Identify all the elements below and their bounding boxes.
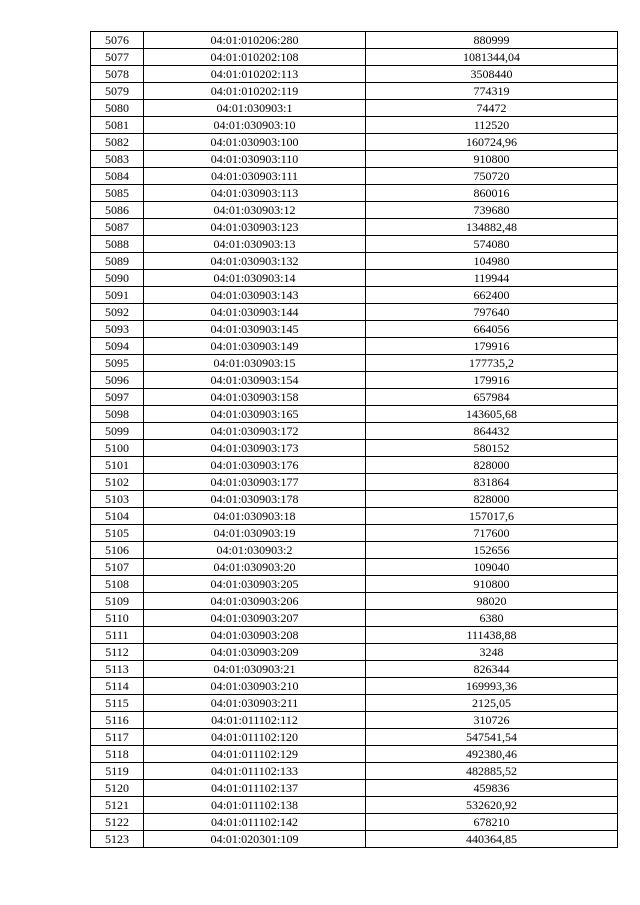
cadastral-number-cell: 04:01:010206:280 (144, 32, 366, 49)
cadastral-value-cell: 831864 (366, 474, 618, 491)
cadastral-number-cell: 04:01:030903:1 (144, 100, 366, 117)
cadastral-number-cell: 04:01:030903:123 (144, 219, 366, 236)
row-number-cell: 5117 (91, 729, 144, 746)
cadastral-number-cell: 04:01:030903:210 (144, 678, 366, 695)
cadastral-number-cell: 04:01:030903:19 (144, 525, 366, 542)
table-row (91, 780, 618, 797)
table-row (91, 559, 618, 576)
table-body (91, 32, 618, 848)
cadastral-number-cell: 04:01:030903:15 (144, 355, 366, 372)
row-number-cell: 5107 (91, 559, 144, 576)
cadastral-value-cell: 532620,92 (366, 797, 618, 814)
cadastral-value-cell: 3508440 (366, 66, 618, 83)
cadastral-value-cell: 880999 (366, 32, 618, 49)
row-number-cell: 5078 (91, 66, 144, 83)
cadastral-value-cell: 74472 (366, 100, 618, 117)
cadastral-value-cell: 574080 (366, 236, 618, 253)
table-row (91, 270, 618, 287)
cadastral-value-cell: 2125,05 (366, 695, 618, 712)
row-number-cell: 5111 (91, 627, 144, 644)
cadastral-value-cell: 3248 (366, 644, 618, 661)
row-number-cell: 5084 (91, 168, 144, 185)
table-row (91, 66, 618, 83)
table-row (91, 100, 618, 117)
cadastral-value-cell: 104980 (366, 253, 618, 270)
table-row (91, 372, 618, 389)
cadastral-value-cell: 828000 (366, 491, 618, 508)
table-row (91, 746, 618, 763)
table-row (91, 219, 618, 236)
row-number-cell: 5076 (91, 32, 144, 49)
row-number-cell: 5080 (91, 100, 144, 117)
cadastral-number-cell: 04:01:030903:154 (144, 372, 366, 389)
cadastral-number-cell: 04:01:030903:20 (144, 559, 366, 576)
cadastral-number-cell: 04:01:030903:205 (144, 576, 366, 593)
cadastral-number-cell: 04:01:030903:165 (144, 406, 366, 423)
table-row (91, 508, 618, 525)
cadastral-value-cell: 109040 (366, 559, 618, 576)
row-number-cell: 5122 (91, 814, 144, 831)
row-number-cell: 5081 (91, 117, 144, 134)
table-row (91, 661, 618, 678)
row-number-cell: 5095 (91, 355, 144, 372)
cadastral-value-cell: 143605,68 (366, 406, 618, 423)
table-row (91, 763, 618, 780)
cadastral-value-cell: 157017,6 (366, 508, 618, 525)
cadastral-value-cell: 910800 (366, 151, 618, 168)
cadastral-value-cell: 482885,52 (366, 763, 618, 780)
cadastral-value-cell: 6380 (366, 610, 618, 627)
cadastral-value-cell: 177735,2 (366, 355, 618, 372)
table-row (91, 253, 618, 270)
cadastral-value-cell: 547541,54 (366, 729, 618, 746)
cadastral-value-cell: 717600 (366, 525, 618, 542)
row-number-cell: 5085 (91, 185, 144, 202)
table-row (91, 134, 618, 151)
row-number-cell: 5094 (91, 338, 144, 355)
table-row (91, 491, 618, 508)
table-row (91, 389, 618, 406)
table-row (91, 729, 618, 746)
cadastral-number-cell: 04:01:030903:21 (144, 661, 366, 678)
table-row (91, 525, 618, 542)
row-number-cell: 5121 (91, 797, 144, 814)
cadastral-number-cell: 04:01:030903:110 (144, 151, 366, 168)
table-row (91, 678, 618, 695)
row-number-cell: 5089 (91, 253, 144, 270)
cadastral-number-cell: 04:01:030903:208 (144, 627, 366, 644)
table-row (91, 32, 618, 49)
cadastral-number-cell: 04:01:010202:108 (144, 49, 366, 66)
cadastral-value-cell: 826344 (366, 661, 618, 678)
cadastral-value-cell: 169993,36 (366, 678, 618, 695)
cadastral-value-cell: 160724,96 (366, 134, 618, 151)
cadastral-number-cell: 04:01:030903:143 (144, 287, 366, 304)
table-row (91, 610, 618, 627)
cadastral-number-cell: 04:01:030903:113 (144, 185, 366, 202)
row-number-cell: 5096 (91, 372, 144, 389)
row-number-cell: 5103 (91, 491, 144, 508)
row-number-cell: 5101 (91, 457, 144, 474)
cadastral-number-cell: 04:01:030903:132 (144, 253, 366, 270)
cadastral-number-cell: 04:01:030903:172 (144, 423, 366, 440)
cadastral-number-cell: 04:01:030903:14 (144, 270, 366, 287)
table-row (91, 644, 618, 661)
cadastral-number-cell: 04:01:010202:119 (144, 83, 366, 100)
cadastral-number-cell: 04:01:011102:129 (144, 746, 366, 763)
table-row (91, 814, 618, 831)
cadastral-value-cell: 440364,85 (366, 831, 618, 848)
row-number-cell: 5104 (91, 508, 144, 525)
cadastral-value-cell: 750720 (366, 168, 618, 185)
cadastral-number-cell: 04:01:030903:144 (144, 304, 366, 321)
table-row (91, 83, 618, 100)
table-row (91, 423, 618, 440)
row-number-cell: 5113 (91, 661, 144, 678)
cadastral-number-cell: 04:01:011102:137 (144, 780, 366, 797)
table-row (91, 49, 618, 66)
cadastral-number-cell: 04:01:030903:177 (144, 474, 366, 491)
cadastral-number-cell: 04:01:011102:120 (144, 729, 366, 746)
cadastral-value-cell: 739680 (366, 202, 618, 219)
cadastral-number-cell: 04:01:030903:10 (144, 117, 366, 134)
row-number-cell: 5090 (91, 270, 144, 287)
row-number-cell: 5082 (91, 134, 144, 151)
row-number-cell: 5106 (91, 542, 144, 559)
cadastral-value-cell: 459836 (366, 780, 618, 797)
cadastral-value-cell: 152656 (366, 542, 618, 559)
cadastral-number-cell: 04:01:011102:142 (144, 814, 366, 831)
row-number-cell: 5108 (91, 576, 144, 593)
cadastral-value-cell: 662400 (366, 287, 618, 304)
row-number-cell: 5118 (91, 746, 144, 763)
row-number-cell: 5100 (91, 440, 144, 457)
cadastral-number-cell: 04:01:030903:2 (144, 542, 366, 559)
cadastral-number-cell: 04:01:030903:111 (144, 168, 366, 185)
table-row (91, 304, 618, 321)
table-row (91, 831, 618, 848)
cadastral-number-cell: 04:01:011102:133 (144, 763, 366, 780)
row-number-cell: 5114 (91, 678, 144, 695)
cadastral-number-cell: 04:01:011102:112 (144, 712, 366, 729)
row-number-cell: 5110 (91, 610, 144, 627)
row-number-cell: 5120 (91, 780, 144, 797)
table-row (91, 202, 618, 219)
table-row (91, 355, 618, 372)
cadastral-number-cell: 04:01:030903:13 (144, 236, 366, 253)
table-row (91, 151, 618, 168)
row-number-cell: 5115 (91, 695, 144, 712)
cadastral-number-cell: 04:01:030903:176 (144, 457, 366, 474)
cadastral-number-cell: 04:01:030903:18 (144, 508, 366, 525)
cadastral-number-cell: 04:01:030903:12 (144, 202, 366, 219)
cadastral-value-cell: 310726 (366, 712, 618, 729)
row-number-cell: 5079 (91, 83, 144, 100)
cadastral-number-cell: 04:01:030903:209 (144, 644, 366, 661)
row-number-cell: 5098 (91, 406, 144, 423)
cadastral-number-cell: 04:01:030903:206 (144, 593, 366, 610)
table-row (91, 797, 618, 814)
row-number-cell: 5091 (91, 287, 144, 304)
cadastral-value-table (90, 31, 618, 848)
cadastral-number-cell: 04:01:030903:173 (144, 440, 366, 457)
cadastral-number-cell: 04:01:030903:178 (144, 491, 366, 508)
row-number-cell: 5123 (91, 831, 144, 848)
cadastral-value-cell: 580152 (366, 440, 618, 457)
table-row (91, 236, 618, 253)
cadastral-value-cell: 828000 (366, 457, 618, 474)
cadastral-value-cell: 657984 (366, 389, 618, 406)
row-number-cell: 5105 (91, 525, 144, 542)
cadastral-value-cell: 678210 (366, 814, 618, 831)
cadastral-number-cell: 04:01:030903:211 (144, 695, 366, 712)
row-number-cell: 5086 (91, 202, 144, 219)
table-row (91, 338, 618, 355)
cadastral-number-cell: 04:01:011102:138 (144, 797, 366, 814)
cadastral-value-cell: 910800 (366, 576, 618, 593)
row-number-cell: 5119 (91, 763, 144, 780)
row-number-cell: 5102 (91, 474, 144, 491)
cadastral-value-cell: 774319 (366, 83, 618, 100)
cadastral-number-cell: 04:01:010202:113 (144, 66, 366, 83)
cadastral-value-cell: 111438,88 (366, 627, 618, 644)
cadastral-value-cell: 179916 (366, 338, 618, 355)
row-number-cell: 5109 (91, 593, 144, 610)
row-number-cell: 5077 (91, 49, 144, 66)
cadastral-value-cell: 864432 (366, 423, 618, 440)
cadastral-value-cell: 112520 (366, 117, 618, 134)
cadastral-value-cell: 797640 (366, 304, 618, 321)
cadastral-value-cell: 664056 (366, 321, 618, 338)
table-row (91, 695, 618, 712)
cadastral-value-cell: 179916 (366, 372, 618, 389)
table-row (91, 712, 618, 729)
table-row (91, 474, 618, 491)
cadastral-number-cell: 04:01:020301:109 (144, 831, 366, 848)
cadastral-number-cell: 04:01:030903:207 (144, 610, 366, 627)
row-number-cell: 5083 (91, 151, 144, 168)
table-row (91, 440, 618, 457)
cadastral-value-cell: 134882,48 (366, 219, 618, 236)
cadastral-number-cell: 04:01:030903:158 (144, 389, 366, 406)
table-row (91, 168, 618, 185)
cadastral-number-cell: 04:01:030903:145 (144, 321, 366, 338)
row-number-cell: 5093 (91, 321, 144, 338)
cadastral-number-cell: 04:01:030903:100 (144, 134, 366, 151)
cadastral-value-cell: 1081344,04 (366, 49, 618, 66)
cadastral-value-cell: 98020 (366, 593, 618, 610)
table-row (91, 321, 618, 338)
table-row (91, 542, 618, 559)
table-row (91, 627, 618, 644)
cadastral-number-cell: 04:01:030903:149 (144, 338, 366, 355)
row-number-cell: 5092 (91, 304, 144, 321)
row-number-cell: 5097 (91, 389, 144, 406)
row-number-cell: 5116 (91, 712, 144, 729)
table-row (91, 593, 618, 610)
table-row (91, 185, 618, 202)
cadastral-value-cell: 860016 (366, 185, 618, 202)
row-number-cell: 5088 (91, 236, 144, 253)
row-number-cell: 5112 (91, 644, 144, 661)
table-row (91, 576, 618, 593)
table-row (91, 457, 618, 474)
table-row (91, 117, 618, 134)
table-row (91, 287, 618, 304)
row-number-cell: 5087 (91, 219, 144, 236)
cadastral-value-cell: 119944 (366, 270, 618, 287)
row-number-cell: 5099 (91, 423, 144, 440)
cadastral-value-cell: 492380,46 (366, 746, 618, 763)
table-row (91, 406, 618, 423)
